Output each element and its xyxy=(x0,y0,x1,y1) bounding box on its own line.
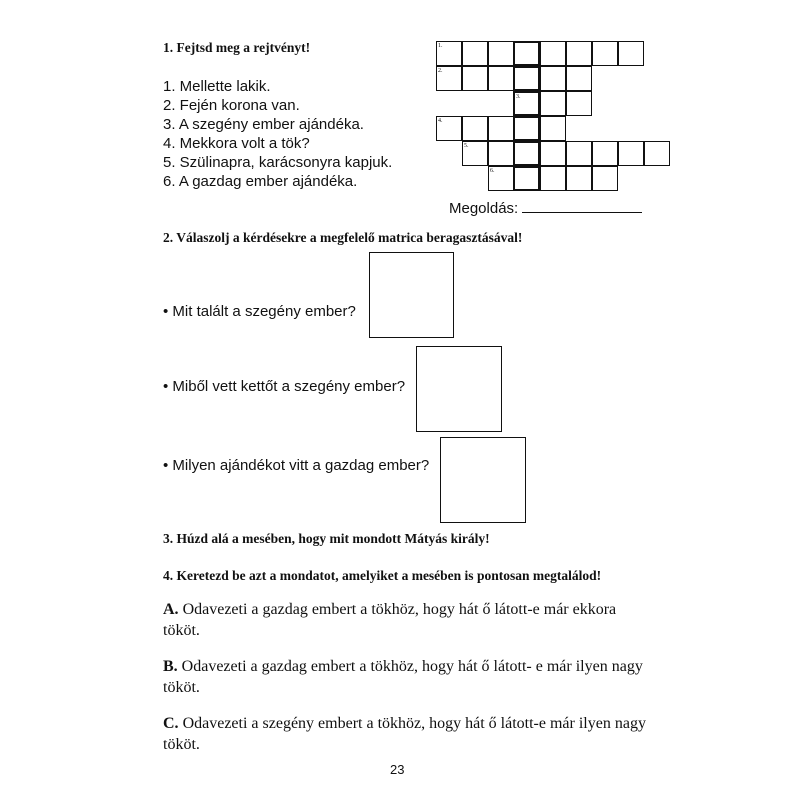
option-c-text: Odavezeti a szegény embert a tökhöz, hogy hát ő látott-e már ilyen nagy tököt. xyxy=(163,715,646,753)
crossword-clue-number: 4. xyxy=(438,118,443,124)
crossword-cell[interactable] xyxy=(592,166,618,191)
crossword-cell[interactable] xyxy=(436,116,462,141)
crossword-cell[interactable] xyxy=(513,141,540,166)
crossword-cell[interactable] xyxy=(618,141,644,166)
crossword-cell[interactable] xyxy=(462,116,488,141)
crossword-cell[interactable] xyxy=(540,66,566,91)
crossword-cell[interactable] xyxy=(618,41,644,66)
crossword-cell[interactable] xyxy=(540,141,566,166)
crossword-cell[interactable] xyxy=(513,41,540,66)
crossword-cell[interactable] xyxy=(462,66,488,91)
crossword-cell[interactable] xyxy=(592,41,618,66)
clue-2: 2. Fején korona van. xyxy=(163,97,300,114)
option-a-text: Odavezeti a gazdag embert a tökhöz, hogy hát ő látott-e már ekkora tököt. xyxy=(163,601,617,639)
crossword-cell[interactable] xyxy=(488,141,514,166)
crossword-cell[interactable] xyxy=(540,41,566,66)
page-number: 23 xyxy=(390,762,405,777)
crossword-cell[interactable] xyxy=(566,91,592,116)
crossword-cell[interactable] xyxy=(513,91,540,116)
crossword-grid xyxy=(436,41,646,196)
option-c[interactable] xyxy=(163,713,653,755)
sticker-box-1[interactable] xyxy=(369,252,454,338)
sticker-box-2[interactable] xyxy=(416,346,502,432)
crossword-cell[interactable] xyxy=(566,66,592,91)
sticker-box-3[interactable] xyxy=(440,437,526,523)
crossword-clue-number: 5. xyxy=(464,143,469,149)
question-1: • Mit talált a szegény ember? xyxy=(163,303,356,320)
crossword-cell[interactable] xyxy=(540,166,566,191)
crossword-cell[interactable] xyxy=(540,116,566,141)
crossword-cell[interactable] xyxy=(644,141,670,166)
section4-heading: 4. Keretezd be azt a mondatot, amelyiket a mesében is pontosan megtalálod! xyxy=(163,568,602,583)
question-2: • Miből vett kettőt a szegény ember? xyxy=(163,378,406,395)
crossword-cell[interactable] xyxy=(462,141,488,166)
crossword-cell[interactable] xyxy=(436,41,462,66)
crossword-cell[interactable] xyxy=(513,116,540,141)
crossword-cell[interactable] xyxy=(566,41,592,66)
crossword-clue-number: 3. xyxy=(516,94,521,100)
solution-answer-line[interactable] xyxy=(522,212,642,213)
crossword-clue-number: 6. xyxy=(490,168,495,174)
section1-heading: 1. Fejtsd meg a rejtvényt! xyxy=(163,40,311,55)
crossword-cell[interactable] xyxy=(566,141,592,166)
option-b[interactable] xyxy=(163,656,653,698)
crossword-cell[interactable] xyxy=(592,141,618,166)
clue-5: 5. Szülinapra, karácsonyra kapjuk. xyxy=(163,154,393,171)
section3-heading: 3. Húzd alá a mesében, hogy mit mondott Mátyás király! xyxy=(163,531,490,546)
option-a[interactable] xyxy=(163,599,653,641)
clue-6: 6. A gazdag ember ajándéka. xyxy=(163,173,358,190)
option-a-letter: A. xyxy=(163,601,179,618)
crossword-cell[interactable] xyxy=(566,166,592,191)
section2-heading: 2. Válaszolj a kérdésekre a megfelelő matrica beragasztásával! xyxy=(163,230,523,245)
solution-label: Megoldás: xyxy=(449,200,519,217)
clue-1: 1. Mellette lakik. xyxy=(163,78,271,95)
crossword-cell[interactable] xyxy=(513,66,540,91)
question-3: • Milyen ajándékot vitt a gazdag ember? xyxy=(163,457,430,474)
crossword-cell[interactable] xyxy=(513,166,540,191)
clue-list xyxy=(163,77,392,191)
crossword-cell[interactable] xyxy=(488,166,514,191)
option-c-letter: C. xyxy=(163,715,179,732)
crossword-cell[interactable] xyxy=(436,66,462,91)
clue-4: 4. Mekkora volt a tök? xyxy=(163,135,310,152)
crossword-cell[interactable] xyxy=(462,41,488,66)
clue-3: 3. A szegény ember ajándéka. xyxy=(163,116,364,133)
crossword-cell[interactable] xyxy=(540,91,566,116)
crossword-clue-number: 1. xyxy=(438,43,443,49)
crossword-cell[interactable] xyxy=(488,116,514,141)
option-b-letter: B. xyxy=(163,658,178,675)
crossword-cell[interactable] xyxy=(488,41,514,66)
crossword-clue-number: 2. xyxy=(438,68,443,74)
option-b-text: Odavezeti a gazdag embert a tökhöz, hogy hát ő látott- e már ilyen nagy tököt. xyxy=(163,658,643,696)
crossword-cell[interactable] xyxy=(488,66,514,91)
